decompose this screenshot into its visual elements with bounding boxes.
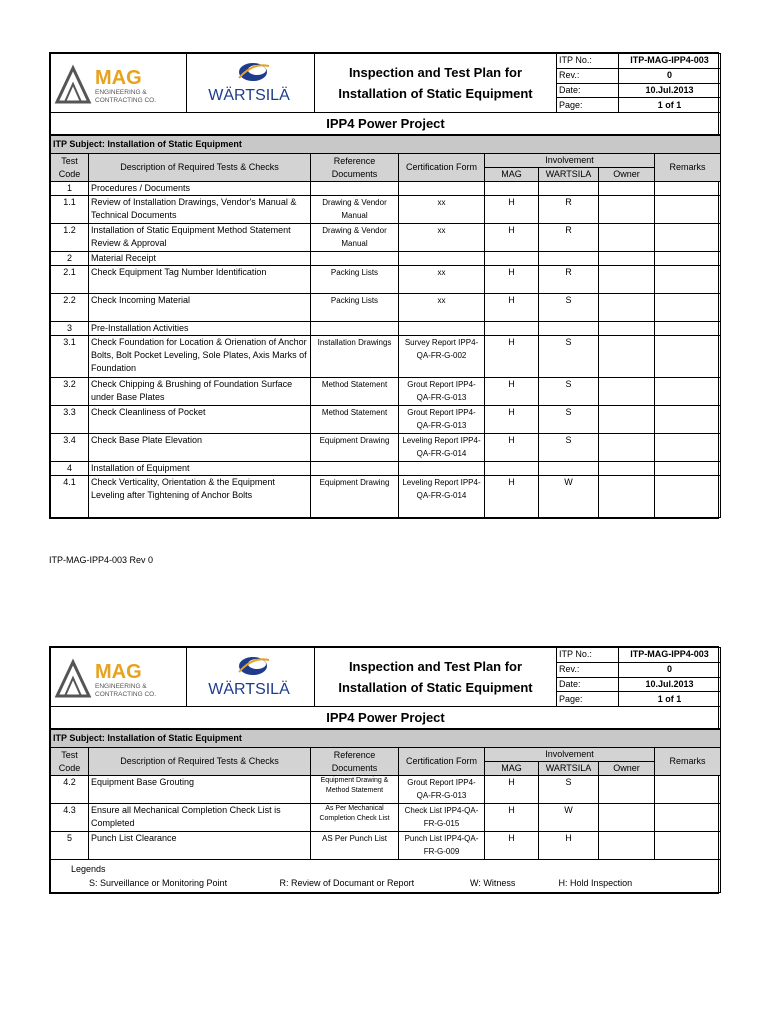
row-wartsila: W [539, 804, 599, 832]
row-reference: As Per Mechanical Completion Check List [311, 804, 399, 832]
row-wartsila [539, 182, 599, 196]
row-mag [485, 462, 539, 476]
row-owner [599, 832, 655, 860]
row-code: 2.2 [51, 294, 89, 322]
row-code: 3.3 [51, 406, 89, 434]
row-code: 1.2 [51, 224, 89, 252]
row-certification: xx [399, 266, 485, 294]
wartsila-logo [187, 54, 315, 113]
col-mag: MAG [485, 168, 539, 182]
col-remarks: Remarks [655, 748, 721, 776]
legends-title: Legends [71, 864, 106, 874]
svg-text:CONTRACTING CO.: CONTRACTING CO. [95, 691, 157, 698]
row-mag: H [485, 406, 539, 434]
row-description: Punch List Clearance [89, 832, 311, 860]
row-wartsila: S [539, 336, 599, 378]
col-reference: Reference Documents [311, 154, 399, 182]
row-remarks [655, 476, 721, 518]
col-certification: Certification Form [399, 154, 485, 182]
itp-no-value: ITP-MAG-IPP4-003 [619, 648, 721, 663]
mag-logo-icon [51, 648, 185, 702]
row-reference: Method Statement [311, 378, 399, 406]
row-owner [599, 476, 655, 518]
table-row [51, 476, 721, 518]
row-certification: xx [399, 294, 485, 322]
row-remarks [655, 196, 721, 224]
page-value: 1 of 1 [619, 692, 721, 707]
svg-text:MAG: MAG [95, 661, 142, 683]
row-owner [599, 224, 655, 252]
row-certification: Grout Report IPP4-QA-FR-G-013 [399, 776, 485, 804]
row-certification [399, 462, 485, 476]
row-code: 3 [51, 322, 89, 336]
table-row [51, 294, 721, 322]
row-certification: Grout Report IPP4-QA-FR-G-013 [399, 378, 485, 406]
row-mag: H [485, 224, 539, 252]
itp-sheet-1 [49, 52, 719, 519]
row-description: Equipment Base Grouting [89, 776, 311, 804]
row-certification: Leveling Report IPP4-QA-FR-G-014 [399, 476, 485, 518]
col-remarks: Remarks [655, 154, 721, 182]
row-certification: Punch List IPP4-QA-FR-G-009 [399, 832, 485, 860]
table-row [51, 224, 721, 252]
row-certification [399, 322, 485, 336]
row-certification [399, 252, 485, 266]
row-description: Check Base Plate Elevation [89, 434, 311, 462]
row-certification: Leveling Report IPP4-QA-FR-G-014 [399, 434, 485, 462]
legend-s: S: Surveillance or Monitoring Point [89, 878, 228, 888]
itp-no-label: ITP No.: [557, 648, 619, 663]
row-code: 3.1 [51, 336, 89, 378]
row-reference [311, 322, 399, 336]
row-wartsila: R [539, 224, 599, 252]
row-certification: Grout Report IPP4-QA-FR-G-013 [399, 406, 485, 434]
col-test-code: Test Code [51, 748, 89, 776]
col-wartsila: WARTSILA [539, 168, 599, 182]
row-description: Review of Installation Drawings, Vendor's Manual & Technical Documents [89, 196, 311, 224]
row-description: Check Equipment Tag Number Identification [89, 266, 311, 294]
row-owner [599, 378, 655, 406]
row-mag [485, 322, 539, 336]
itp-body-2 [51, 776, 721, 860]
row-owner [599, 196, 655, 224]
row-code: 3.2 [51, 378, 89, 406]
row-remarks [655, 252, 721, 266]
row-remarks [655, 224, 721, 252]
legend-h: H: Hold Inspection [558, 878, 633, 888]
wartsila-logo-icon [187, 54, 313, 108]
row-wartsila: S [539, 406, 599, 434]
itp-sheet-2 [49, 646, 719, 894]
row-reference: AS Per Punch List [311, 832, 399, 860]
col-involvement: Involvement [485, 154, 655, 168]
itp-no-label: ITP No.: [557, 54, 619, 69]
table-row [51, 434, 721, 462]
col-test-code: Test Code [51, 154, 89, 182]
row-description: Installation of Equipment [89, 462, 311, 476]
row-reference [311, 252, 399, 266]
svg-text:MAG: MAG [95, 67, 142, 89]
row-remarks [655, 336, 721, 378]
table-row [51, 776, 721, 804]
row-description: Procedures / Documents [89, 182, 311, 196]
plan-title: Inspection and Test Plan for Installation of Static Equipment [315, 54, 557, 113]
table-row [51, 182, 721, 196]
row-remarks [655, 804, 721, 832]
row-mag: H [485, 196, 539, 224]
row-mag: H [485, 294, 539, 322]
row-remarks [655, 378, 721, 406]
doc-footer: ITP-MAG-IPP4-003 Rev 0 [49, 555, 154, 565]
row-description: Check Incoming Material [89, 294, 311, 322]
header-table [50, 53, 721, 135]
row-reference: Drawing & Vendor Manual [311, 196, 399, 224]
row-description: Material Receipt [89, 252, 311, 266]
rev-value: 0 [619, 68, 721, 83]
rev-label: Rev.: [557, 662, 619, 677]
row-certification: Survey Report IPP4-QA-FR-G-002 [399, 336, 485, 378]
itp-subject: ITP Subject: Installation of Static Equipment [51, 136, 721, 154]
row-owner [599, 322, 655, 336]
wartsila-logo-icon [187, 648, 313, 702]
col-wartsila: WARTSILA [539, 762, 599, 776]
row-certification: xx [399, 196, 485, 224]
row-description: Check Foundation for Location & Orienation of Anchor Bolts, Bolt Pocket Leveling, Sole Plates, Axis Marks of Foundation [89, 336, 311, 378]
row-reference [311, 182, 399, 196]
row-reference: Method Statement [311, 406, 399, 434]
col-mag: MAG [485, 762, 539, 776]
row-certification: xx [399, 224, 485, 252]
row-owner [599, 406, 655, 434]
row-reference: Packing Lists [311, 294, 399, 322]
svg-text:CONTRACTING CO.: CONTRACTING CO. [95, 97, 157, 104]
row-owner [599, 266, 655, 294]
row-mag: H [485, 266, 539, 294]
row-wartsila [539, 322, 599, 336]
table-row [51, 378, 721, 406]
svg-text:ENGINEERING &: ENGINEERING & [95, 89, 147, 96]
col-description: Description of Required Tests & Checks [89, 154, 311, 182]
row-owner [599, 294, 655, 322]
table-row [51, 196, 721, 224]
col-certification: Certification Form [399, 748, 485, 776]
row-mag: H [485, 378, 539, 406]
row-description: Check Chipping & Brushing of Foundation Surface under Base Plates [89, 378, 311, 406]
row-mag: H [485, 832, 539, 860]
row-mag [485, 252, 539, 266]
rev-label: Rev.: [557, 68, 619, 83]
row-mag: H [485, 476, 539, 518]
row-wartsila: S [539, 776, 599, 804]
row-code: 4.1 [51, 476, 89, 518]
row-mag [485, 182, 539, 196]
itp-body-1 [51, 182, 721, 518]
col-involvement: Involvement [485, 748, 655, 762]
row-owner [599, 252, 655, 266]
row-mag: H [485, 804, 539, 832]
row-certification: Check List IPP4-QA-FR-G-015 [399, 804, 485, 832]
row-reference: Drawing & Vendor Manual [311, 224, 399, 252]
rev-value: 0 [619, 662, 721, 677]
wartsila-logo [187, 648, 315, 707]
itp-table-1 [50, 135, 721, 518]
row-remarks [655, 832, 721, 860]
table-row [51, 804, 721, 832]
itp-no-value: ITP-MAG-IPP4-003 [619, 54, 721, 69]
row-owner [599, 776, 655, 804]
row-code: 4.2 [51, 776, 89, 804]
row-remarks [655, 406, 721, 434]
row-code: 1.1 [51, 196, 89, 224]
row-description: Ensure all Mechanical Completion Check List is Completed [89, 804, 311, 832]
table-row [51, 336, 721, 378]
row-remarks [655, 776, 721, 804]
mag-logo [51, 54, 187, 113]
row-wartsila: R [539, 196, 599, 224]
row-wartsila: S [539, 294, 599, 322]
row-code: 2.1 [51, 266, 89, 294]
legends [51, 860, 721, 893]
row-reference: Packing Lists [311, 266, 399, 294]
date-value: 10.Jul.2013 [619, 677, 721, 692]
row-wartsila [539, 462, 599, 476]
table-row [51, 832, 721, 860]
itp-subject: ITP Subject: Installation of Static Equipment [51, 730, 721, 748]
col-description: Description of Required Tests & Checks [89, 748, 311, 776]
legend-w: W: Witness [470, 878, 516, 888]
row-reference: Installation Drawings [311, 336, 399, 378]
legend-r: R: Review of Documant or Report [279, 878, 415, 888]
row-remarks [655, 462, 721, 476]
plan-title: Inspection and Test Plan for Installation of Static Equipment [315, 648, 557, 707]
date-label: Date: [557, 677, 619, 692]
row-code: 3.4 [51, 434, 89, 462]
table-row [51, 462, 721, 476]
row-remarks [655, 294, 721, 322]
svg-text:WÄRTSILÄ: WÄRTSILÄ [208, 681, 290, 698]
row-owner [599, 434, 655, 462]
row-reference: Equipment Drawing & Method Statement [311, 776, 399, 804]
table-row [51, 322, 721, 336]
date-label: Date: [557, 83, 619, 98]
row-reference [311, 462, 399, 476]
header-table-2 [50, 647, 721, 729]
page-label: Page: [557, 98, 619, 113]
row-description: Check Verticality, Orientation & the Equipment Leveling after Tightening of Anchor Bolts [89, 476, 311, 518]
col-owner: Owner [599, 762, 655, 776]
col-reference: Reference Documents [311, 748, 399, 776]
row-owner [599, 182, 655, 196]
project-title: IPP4 Power Project [51, 113, 721, 135]
date-value: 10.Jul.2013 [619, 83, 721, 98]
row-certification [399, 182, 485, 196]
row-code: 5 [51, 832, 89, 860]
page-label: Page: [557, 692, 619, 707]
row-owner [599, 804, 655, 832]
table-row [51, 406, 721, 434]
row-wartsila: H [539, 832, 599, 860]
project-title: IPP4 Power Project [51, 707, 721, 729]
row-wartsila: S [539, 434, 599, 462]
row-remarks [655, 182, 721, 196]
mag-logo [51, 648, 187, 707]
row-description: Pre-Installation Activities [89, 322, 311, 336]
row-owner [599, 462, 655, 476]
page-value: 1 of 1 [619, 98, 721, 113]
row-remarks [655, 322, 721, 336]
row-code: 4 [51, 462, 89, 476]
svg-text:WÄRTSILÄ: WÄRTSILÄ [208, 87, 290, 104]
row-code: 2 [51, 252, 89, 266]
svg-text:ENGINEERING &: ENGINEERING & [95, 683, 147, 690]
row-owner [599, 336, 655, 378]
row-remarks [655, 266, 721, 294]
row-reference: Equipment Drawing [311, 434, 399, 462]
itp-table-2 [50, 729, 721, 893]
row-wartsila: S [539, 378, 599, 406]
col-owner: Owner [599, 168, 655, 182]
mag-logo-icon [51, 54, 185, 108]
row-wartsila: R [539, 266, 599, 294]
row-mag: H [485, 776, 539, 804]
row-description: Installation of Static Equipment Method Statement Review & Approval [89, 224, 311, 252]
table-row [51, 252, 721, 266]
table-row [51, 266, 721, 294]
row-mag: H [485, 434, 539, 462]
row-code: 1 [51, 182, 89, 196]
row-wartsila: W [539, 476, 599, 518]
row-mag: H [485, 336, 539, 378]
row-reference: Equipment Drawing [311, 476, 399, 518]
row-remarks [655, 434, 721, 462]
row-wartsila [539, 252, 599, 266]
row-description: Check Cleanliness of Pocket [89, 406, 311, 434]
row-code: 4.3 [51, 804, 89, 832]
